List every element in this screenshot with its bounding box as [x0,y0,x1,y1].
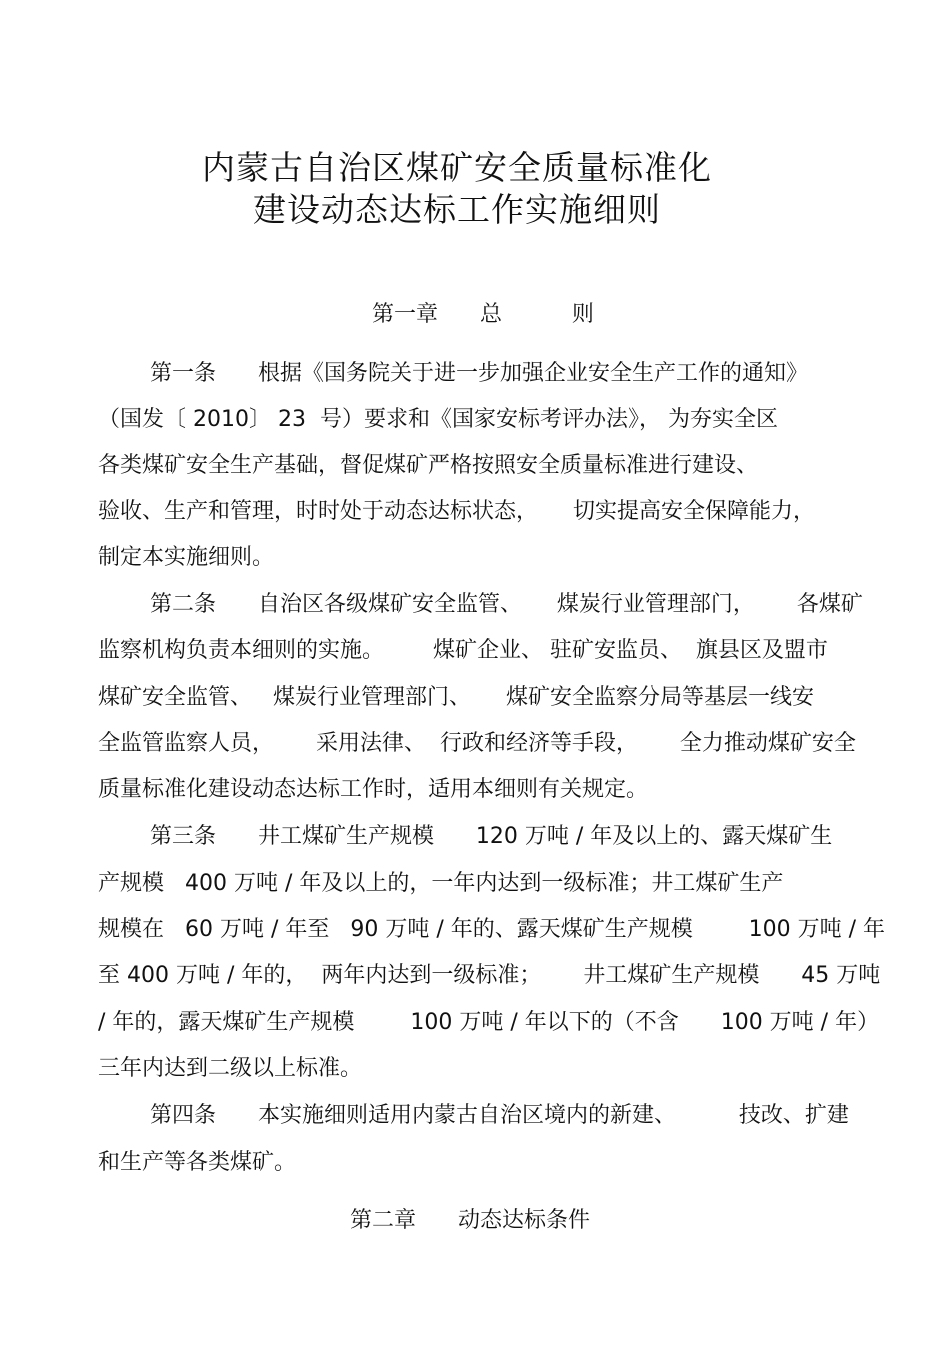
article-1-line: 第一条 根据《国务院关于进一步加强企业安全生产工作的通知》 [150,361,808,386]
article-1-line: 各类煤矿安全生产基础，督促煤矿严格按照安全质量标准进行建设、 [98,453,759,478]
chapter-1-heading: 第一章 总 则 [372,302,594,327]
article-2-line: 质量标准化建设动态达标工作时，适用本细则有关规定。 [98,777,649,802]
document-title-line-2: 建设动态达标工作实施细则 [253,190,661,229]
article-3-line: 产规模 400 万吨 / 年及以上的，一年内达到一级标准；井工煤矿生产 [98,871,784,896]
article-3-line: 三年内达到二级以上标准。 [98,1056,363,1081]
article-1-line: 验收、生产和管理，时时处于动态达标状态， 切实提高安全保障能力， [98,499,815,524]
article-3-line: 第三条 井工煤矿生产规模 120 万吨 / 年及以上的、露天煤矿生 [150,824,833,849]
article-3-line: 至 400 万吨 / 年的， 两年内达到一级标准； 井工煤矿生产规模 45 万吨 [98,963,881,988]
article-1-line: 制定本实施细则。 [98,545,275,570]
article-2-line: 监察机构负责本细则的实施。 煤矿企业、 驻矿安监员、 旗县区及盟市 [98,638,828,663]
article-3-line: / 年的，露天煤矿生产规模 100 万吨 / 年以下的（不含 100 万吨 / 年） [98,1010,880,1035]
article-2-line: 全监管监察人员， 采用法律、 行政和经济等手段， 全力推动煤矿安全 [98,731,856,756]
article-3-line: 规模在 60 万吨 / 年至 90 万吨 / 年的、露天煤矿生产规模 100 万吨 / 年 [98,917,886,942]
article-1-line: （国发〔 2010〕 23 号）要求和《国家安标考评办法》， 为夯实全区 [98,407,778,432]
chapter-2-heading: 第二章 动态达标条件 [350,1208,590,1233]
article-4-line: 第四条 本实施细则适用内蒙古自治区境内的新建、 技改、扩建 [150,1103,849,1128]
article-2-line: 煤矿安全监管、 煤炭行业管理部门、 煤矿安全监察分局等基层一线安 [98,685,814,710]
article-2-line: 第二条 自治区各级煤矿安全监管、 煤炭行业管理部门， 各煤矿 [150,592,863,617]
document-title-line-1: 内蒙古自治区煤矿安全质量标准化 [202,148,712,187]
article-4-line: 和生产等各类煤矿。 [98,1150,297,1175]
